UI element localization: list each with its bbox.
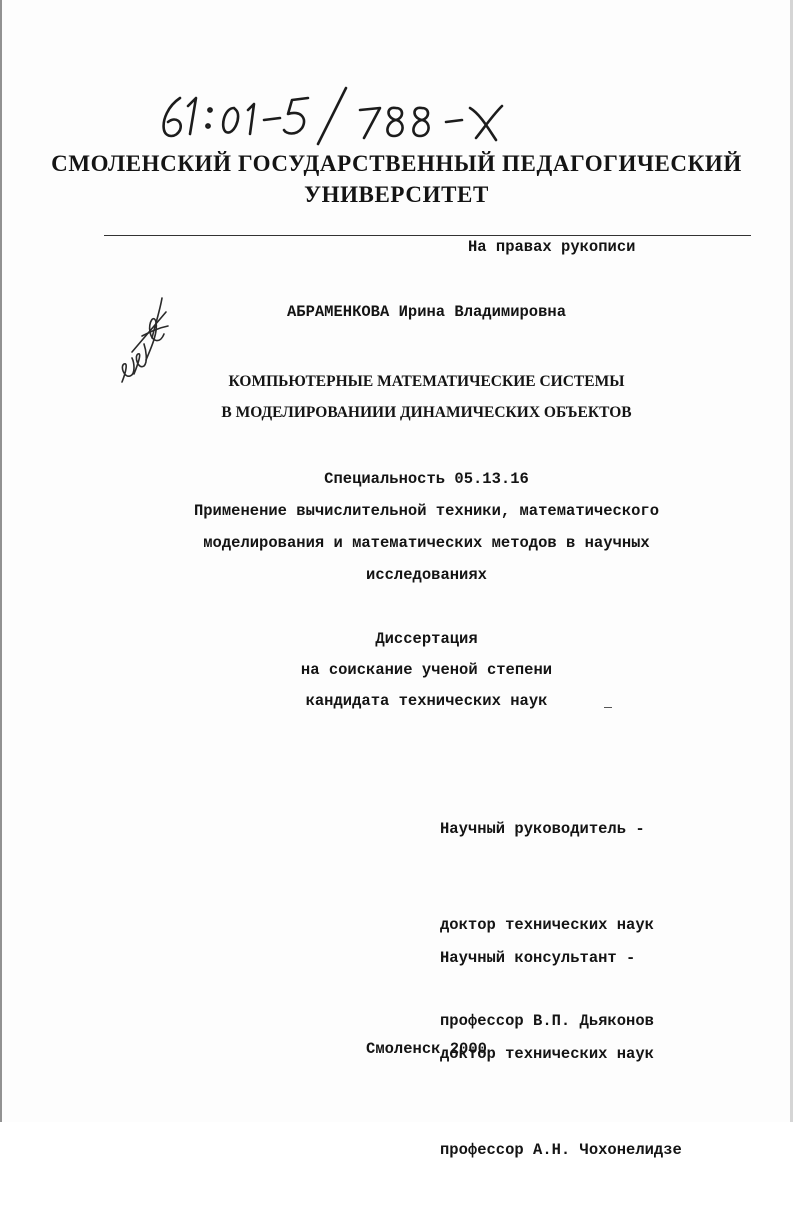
- specialty-line-3: исследованиях: [366, 566, 487, 584]
- specialty-code: Специальность 05.13.16: [324, 470, 529, 488]
- title-line-2: В МОДЕЛИРОВАНИИИ ДИНАМИЧЕСКИХ ОБЪЕКТОВ: [221, 404, 632, 421]
- horizontal-rule: [104, 235, 751, 236]
- university-name: [0, 148, 793, 210]
- dissertation-title: [0, 366, 793, 428]
- consultant-role: Научный консультант -: [440, 949, 636, 967]
- degree-line-3: кандидата технических наук: [305, 692, 548, 710]
- specialty-block: [0, 463, 793, 591]
- city-and-year: Смоленск 2000: [366, 1040, 487, 1058]
- title-line-1: КОМПЬЮТЕРНЫЕ МАТЕМАТИЧЕСКИЕ СИСТЕМЫ: [228, 373, 625, 390]
- university-line-1: СМОЛЕНСКИЙ ГОСУДАРСТВЕННЫЙ ПЕДАГОГИЧЕСКИЙ: [51, 151, 742, 176]
- author-name: АБРАМЕНКОВА Ирина Владимировна: [286, 303, 567, 321]
- university-line-2: УНИВЕРСИТЕТ: [304, 182, 489, 207]
- consultant-name: профессор А.Н. Чохонелидзе: [440, 1141, 682, 1159]
- degree-line-2: на соискание ученой степени: [300, 661, 553, 679]
- specialty-line-2: моделирования и математических методов в научных: [203, 534, 650, 552]
- specialty-line-1: Применение вычислительной техники, математического: [193, 502, 660, 520]
- consultant-degree: доктор технических наук: [440, 1045, 654, 1063]
- manuscript-rights-note: На правах рукописи: [468, 238, 636, 256]
- supervisor-degree: доктор технических наук: [440, 916, 654, 934]
- stray-mark: [604, 707, 612, 708]
- handwritten-archive-number: [150, 84, 530, 146]
- degree-block: [0, 624, 793, 717]
- supervisor-role: Научный руководитель -: [440, 820, 645, 838]
- supervisor-name: профессор В.П. Дьяконов: [440, 1012, 654, 1030]
- degree-line-1: Диссертация: [375, 630, 478, 648]
